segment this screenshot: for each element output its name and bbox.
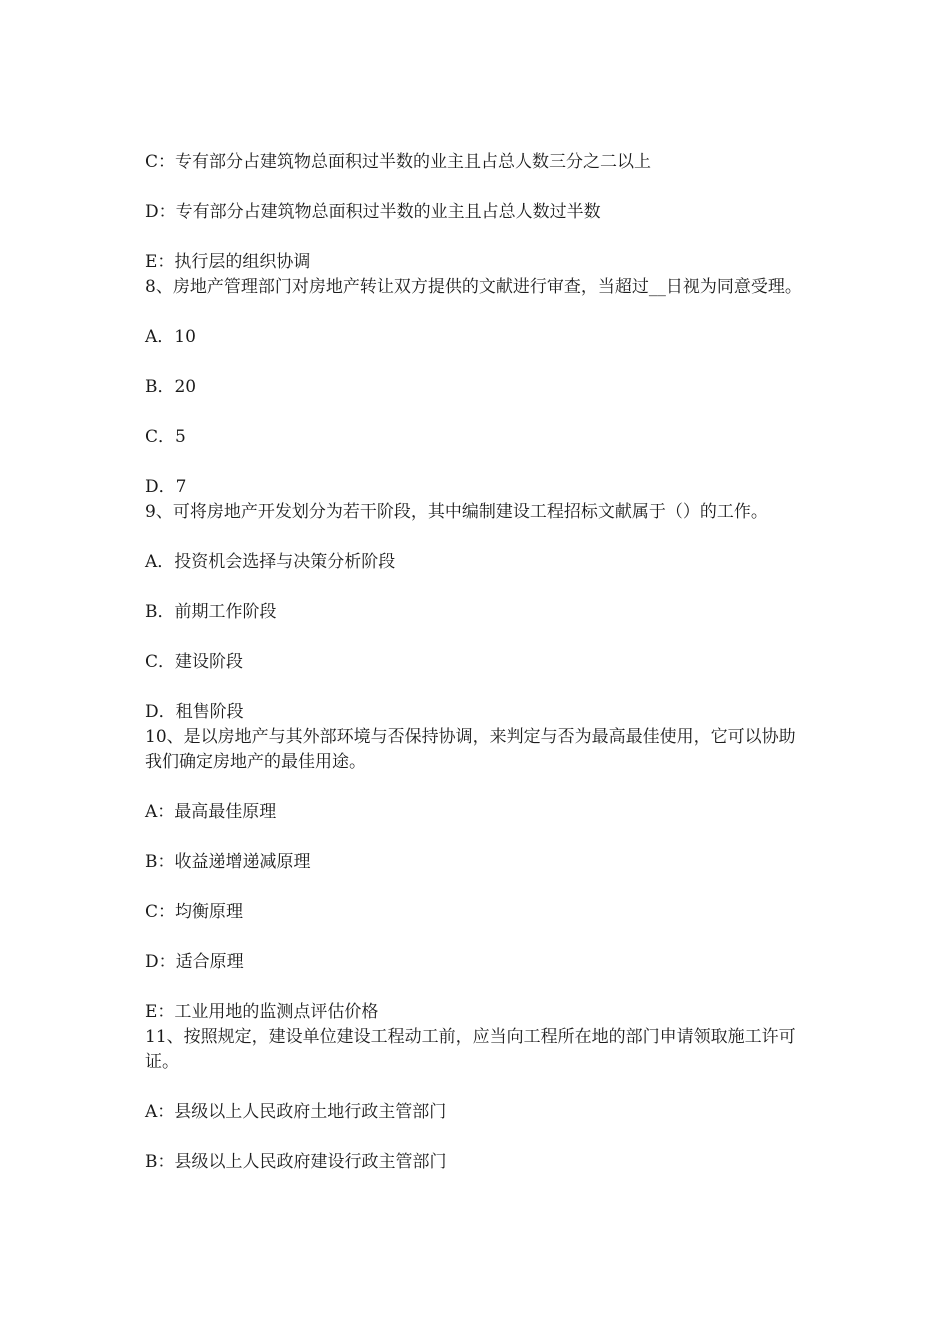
question-9: 9、可将房地产开发划分为若干阶段，其中编制建设工程招标文献属于（）的工作。 [145,502,768,522]
question-8: 8、房地产管理部门对房地产转让双方提供的文献进行审查，当超过__日视为同意受理。 [145,277,802,297]
q8-option-c: C．5 [145,427,186,447]
q8-option-b: B．20 [145,377,197,397]
q9-option-b: B．前期工作阶段 [145,602,277,622]
option-e-line: E：执行层的组织协调 [145,252,311,272]
q10-option-b: B：收益递增递减原理 [145,852,311,872]
q8-option-d: D．7 [145,477,187,497]
q11-option-a: A：县级以上人民政府土地行政主管部门 [145,1102,447,1122]
q9-option-d: D．租售阶段 [145,702,244,722]
q8-option-a: A．10 [145,327,196,347]
q9-option-a: A．投资机会选择与决策分析阶段 [145,552,396,572]
q10-option-a: A：最高最佳原理 [145,802,277,822]
q9-option-c: C．建设阶段 [145,652,244,672]
q10-option-c: C：均衡原理 [145,902,244,922]
question-10: 10、是以房地产与其外部环境与否保持协调，来判定与否为最高最佳使用，它可以协助我们确定房地产的最佳用途。 [145,727,796,772]
q10-option-d: D：适合原理 [145,952,244,972]
document-page [145,150,810,1175]
option-d-line: D：专有部分占建筑物总面积过半数的业主且占总人数过半数 [145,202,601,222]
q10-option-e: E：工业用地的监测点评估价格 [145,1002,379,1022]
question-11: 11、按照规定，建设单位建设工程动工前，应当向工程所在地的部门申请领取施工许可证。 [145,1027,796,1072]
q11-option-b: B：县级以上人民政府建设行政主管部门 [145,1152,447,1172]
option-c-line: C：专有部分占建筑物总面积过半数的业主且占总人数三分之二以上 [145,152,652,172]
